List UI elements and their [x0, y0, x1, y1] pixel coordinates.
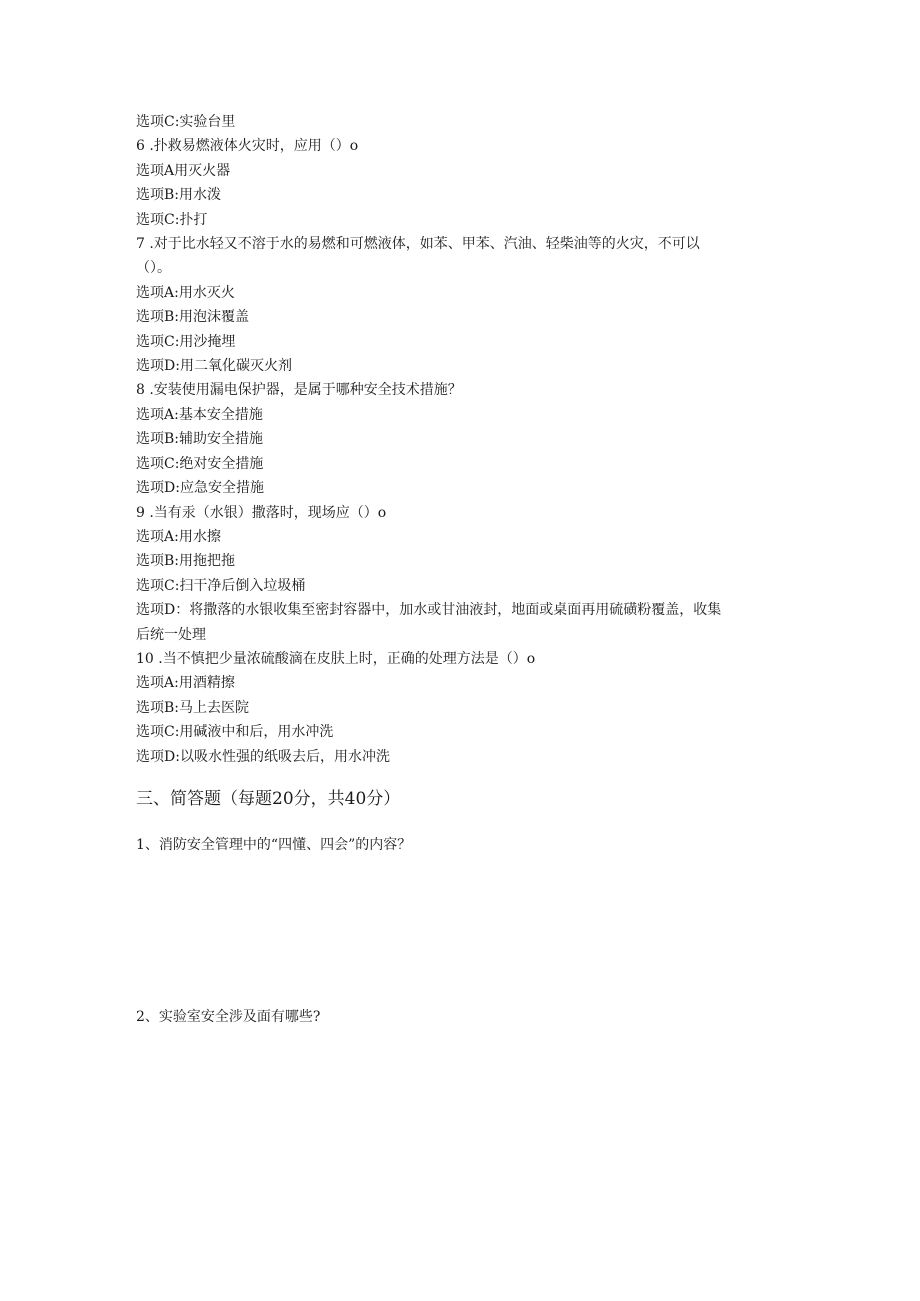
short-answer-question-1: 1、消防安全管理中的“四懂、四会”的内容？ — [136, 836, 412, 853]
short-answer-question-2: 2、实验室安全涉及面有哪些? — [136, 1008, 321, 1025]
question-text-line: 选项B:用水泼 — [136, 187, 222, 204]
question-text-line: 选项D:应急安全措施 — [136, 480, 264, 497]
question-text-line: 选项C:扑打 — [136, 211, 208, 228]
question-text-line: 选项B:马上去医院 — [136, 699, 250, 716]
question-text-line: 选项B:辅助安全措施 — [136, 431, 264, 448]
question-text-line: 选项D:以吸水性强的纸吸去后，用水冲洗 — [136, 748, 390, 765]
question-text-line: 选项A:用水灭火 — [136, 284, 235, 301]
question-text-line: 选项A:用水擦 — [136, 528, 221, 545]
question-text-line: 选项C:扫干净后倒入垃圾桶 — [136, 577, 306, 594]
question-text-line: 选项C:绝对安全措施 — [136, 455, 264, 472]
multiple-choice-block — [136, 110, 786, 769]
question-text-line: 选项A:基本安全措施 — [136, 406, 263, 423]
document-page — [136, 110, 786, 1029]
question-text-line: 选项C:用沙掩埋 — [136, 333, 236, 350]
question-text-line: 后统一处理 — [136, 626, 206, 643]
question-text-line: 选项C:实验台里 — [136, 114, 236, 130]
question-text-line: 选项B:用泡沫覆盖 — [136, 309, 250, 326]
question-text-line: （）。 — [136, 260, 171, 277]
question-text-line: 9 .当有汞（水银）撒落时，现场应（）o — [136, 504, 387, 521]
question-text-line: 选项D：将撒落的水银收集至密封容器中，加水或甘油液封，地面或桌面再用硫磺粉覆盖，收集 — [136, 602, 722, 619]
question-text-line: 7 .对于比水轻又不溶于水的易燃和可燃液体，如苯、甲苯、汽油、轻柴油等的火灾，不可以 — [136, 236, 700, 253]
question-text-line: 8 .安装使用漏电保护器，是属于哪种安全技术措施？ — [136, 382, 462, 399]
question-text-line: 选项B:用拖把拖 — [136, 553, 236, 570]
question-text-line: 10 .当不慎把少量浓硫酸滴在皮肤上时，正确的处理方法是（）o — [136, 650, 536, 667]
question-text-line: 选项A用灭火器 — [136, 162, 231, 179]
question-text-line: 选项D:用二氧化碳灭火剂 — [136, 358, 292, 375]
section-heading: 三、简答题（每题20分，共40分） — [136, 788, 401, 809]
question-text-line: 6 .扑救易燃液体火灾时，应用（）o — [136, 138, 359, 155]
question-text-line: 选项A:用酒精擦 — [136, 675, 235, 692]
question-text-line: 选项C:用碱液中和后，用水冲洗 — [136, 724, 334, 741]
